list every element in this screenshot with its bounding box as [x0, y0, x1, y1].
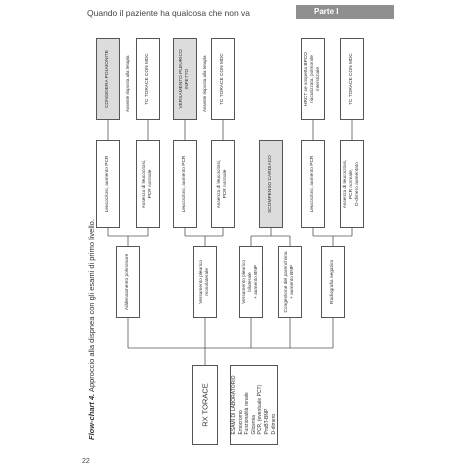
node-c8-tc-torace: TC TORACE CON MDC	[340, 38, 364, 120]
node-versamento-infetto: VERSAMENTO PLEURICO INFETTO	[173, 38, 197, 120]
node-versamento-monolaterale: Versamento pleurico monolaterale	[193, 246, 217, 318]
edge-label-c3: Assente risposta alla terapia	[202, 55, 207, 112]
node-c4-tc-torace: TC TORACE CON MDC	[211, 38, 235, 120]
caption-label: Flow-chart 4.	[87, 393, 96, 440]
rx-torace-box	[192, 365, 218, 445]
caption-text: Approccio alla dispnea con gli esami di primo livello.	[87, 219, 96, 394]
laboratory-exams-label: ESAMI DI LABORATORIO Emocromo Funzionalità renale Glicemia PCR, (eventuale PCT) ProBT-BNP D-dimero	[230, 375, 277, 435]
node-congestione: Congestione del parenchima + aumento BNP	[278, 246, 302, 318]
node-hrct: HRCT se sospetta BPCO riacutizzata, polmonite interstiziale	[301, 38, 325, 120]
laboratory-exams-box	[230, 365, 278, 445]
edge-label-c1: Assente risposta alla terapia	[125, 55, 130, 112]
node-c8-assenza: Assenza di leucocitosi, PCR normale, D-dimero aumentato	[340, 140, 364, 228]
node-scompenso-cardiaco: SCOMPENSO CARDIACO	[259, 140, 283, 228]
running-title: Quando il paziente ha qualcosa che non va	[87, 8, 251, 18]
node-c1-leucocitosi: Leucocitosi, aumento PCR	[96, 140, 120, 228]
node-c4-assenza: Assenza di leucocitosi, PCR normale	[211, 140, 235, 228]
node-considera-polmonite: CONSIDERA POLMONITE	[96, 38, 120, 120]
node-c3-leucocitosi: Leucocitosi, aumento PCR	[173, 140, 197, 228]
node-versamento-bilaterale: Versamento pleurico bilaterale + aumento BNP	[239, 246, 263, 318]
part-tab: Parte I	[296, 5, 394, 19]
node-addensamento: Addensamento polmonare	[116, 246, 140, 318]
node-c2-tc-torace: TC TORACE CON MDC	[136, 38, 160, 120]
node-c2-assenza: Assenza di leucocitosi, PCR normale	[136, 140, 160, 228]
rx-torace-label: RX TORACE	[200, 383, 210, 427]
node-c7-leucocitosi: Leucocitosi, aumento PCR	[301, 140, 325, 228]
node-radiografia-negativa: Radiografia negativa	[321, 246, 345, 318]
page-number: 22	[82, 458, 90, 465]
